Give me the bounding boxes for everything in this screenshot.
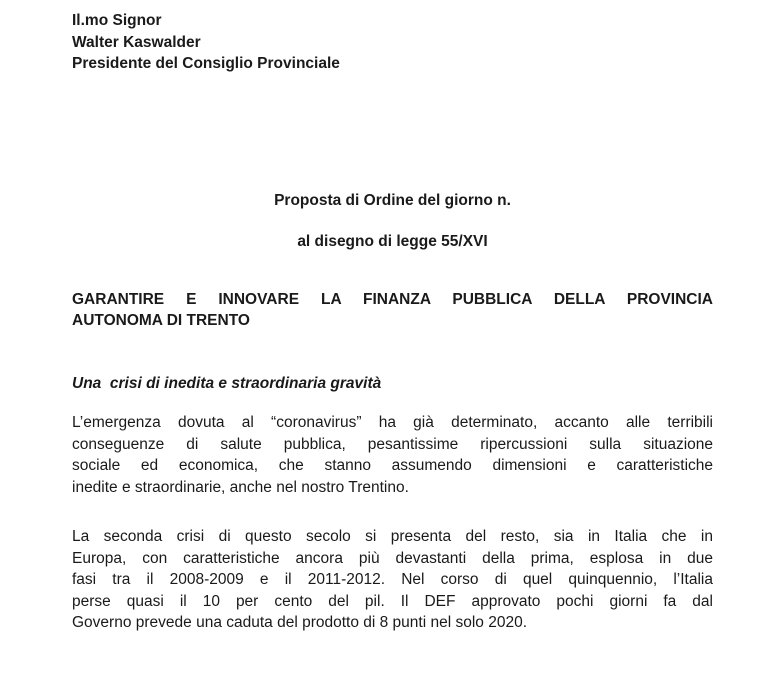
recipient-name: Walter Kaswalder — [72, 33, 201, 51]
paragraph-line: inedite e straordinarie, anche nel nostro Trentino. — [72, 478, 409, 496]
document-title: Proposta di Ordine del giorno n. — [274, 191, 511, 209]
document-subtitle-block — [72, 231, 713, 253]
paragraph-line: perse quasi il 10 per cento del pil. Il DEF approvato pochi giorni fa dal — [72, 592, 713, 610]
recipient-role: Presidente del Consiglio Provinciale — [72, 55, 340, 72]
section-title: Una crisi di inedita e straordinaria gravità — [72, 374, 382, 392]
paragraph-second-crisis — [72, 526, 713, 634]
paragraph-line: sociale ed economica, che stanno assumendo dimensioni e caratteristiche — [72, 457, 713, 474]
paragraph-line: La seconda crisi di questo secolo si presenta del resto, sia in Italia che in — [72, 528, 713, 545]
paragraph-line: conseguenze di salute pubblica, pesantissime ripercussioni sulla situazione — [72, 435, 713, 453]
recipient-block — [72, 10, 713, 75]
heading-line: AUTONOMA DI TRENTO — [72, 312, 250, 329]
document-title-block — [72, 190, 713, 212]
paragraph-line: Governo prevede una caduta del prodotto di 8 punti nel solo 2020. — [72, 614, 527, 631]
document-subtitle: al disegno di legge 55/XVI — [297, 233, 488, 250]
recipient-salutation: Il.mo Signor — [72, 12, 162, 29]
heading-line: GARANTIRE E INNOVARE LA FINANZA PUBBLICA DELLA PROVINCIA — [72, 290, 713, 308]
paragraph-line: L’emergenza dovuta al “coronavirus” ha già determinato, accanto alle terribili — [72, 414, 713, 431]
paragraph-crisis-intro — [72, 412, 713, 498]
paragraph-line: Europa, con caratteristiche ancora più devastanti della prima, esplosa in due — [72, 549, 713, 567]
paragraph-line: fasi tra il 2008-2009 e il 2011-2012. Nel corso di quel quinquennio, l’Italia — [72, 571, 713, 588]
document-heading — [72, 289, 713, 332]
